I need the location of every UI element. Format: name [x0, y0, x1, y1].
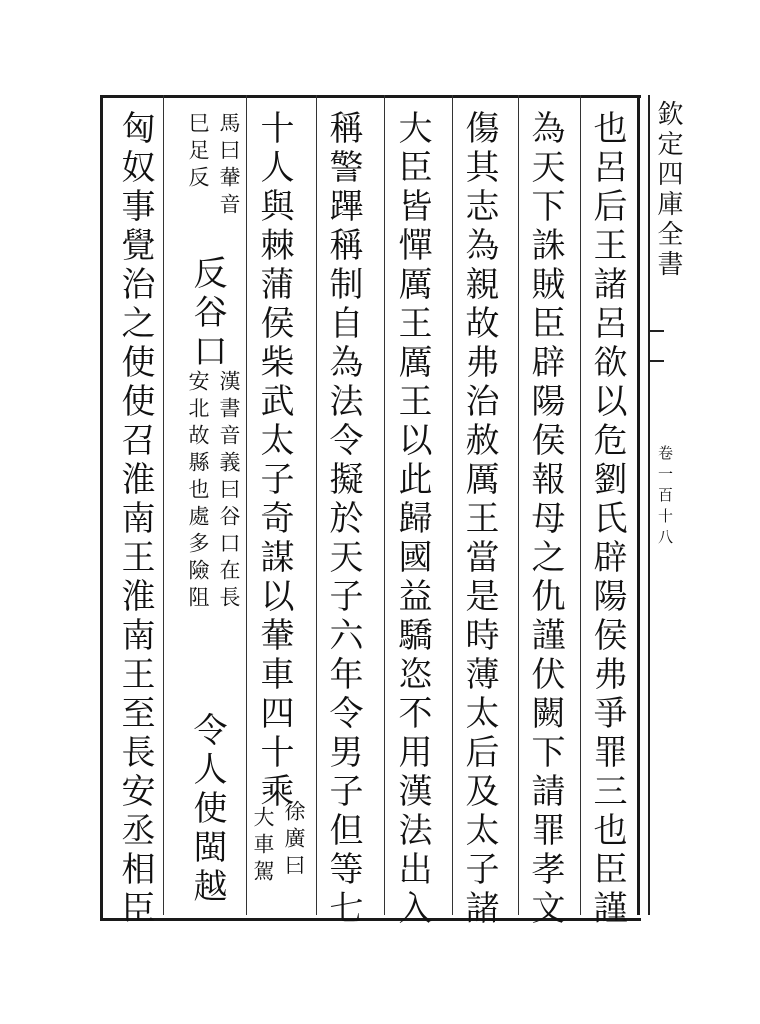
annotation-note: 漢書音義曰谷口在長 [217, 370, 241, 613]
text-column-7-bottom: 令人使閩越 [187, 712, 227, 907]
annotation-note: 馬曰輂音 [217, 112, 241, 220]
text-column-7-middle: 反谷口 [187, 255, 227, 372]
margin-mark [648, 360, 664, 382]
text-column-1: 也呂后王諸呂欲以危劉氏辟陽侯弗爭罪三也臣謹 [587, 110, 627, 929]
column-rule [518, 95, 519, 915]
column-rule [580, 95, 581, 915]
column-rule [163, 95, 164, 915]
column-rule [452, 95, 453, 915]
annotation-note: 大車駕 [251, 806, 275, 887]
annotation-note: 巳足反 [186, 112, 210, 193]
column-rule [316, 95, 317, 915]
margin-volume: 卷一百十八 [656, 445, 674, 550]
annotation-note: 徐廣曰 [282, 800, 306, 881]
column-rule [384, 95, 385, 915]
text-column-3: 傷其志為親故弗治赦厲王當是時薄太后及太子諸 [459, 110, 499, 929]
text-column-5: 稱警蹕稱制自為法令擬於天子六年令男子但等七 [323, 110, 363, 929]
text-column-4: 大臣皆憚厲王厲王以此歸國益驕恣不用漢法出入 [392, 110, 432, 929]
text-column-8: 匈奴事覺治之使使召淮南王淮南王至長安丞相臣 [115, 110, 155, 929]
text-column-6: 十人與棘蒲侯柴武太子奇謀以輂車四十乘 [254, 110, 294, 812]
frame-right-rule [637, 95, 640, 915]
text-column-2: 為天下誅賊臣辟陽侯報母之仇謹伏闕下請罪孝文 [525, 110, 565, 929]
margin-title: 欽定四庫全書 [653, 100, 683, 280]
annotation-note: 安北故縣也處多險阻 [186, 370, 210, 613]
column-rule [246, 95, 247, 915]
margin-mark [648, 330, 664, 352]
